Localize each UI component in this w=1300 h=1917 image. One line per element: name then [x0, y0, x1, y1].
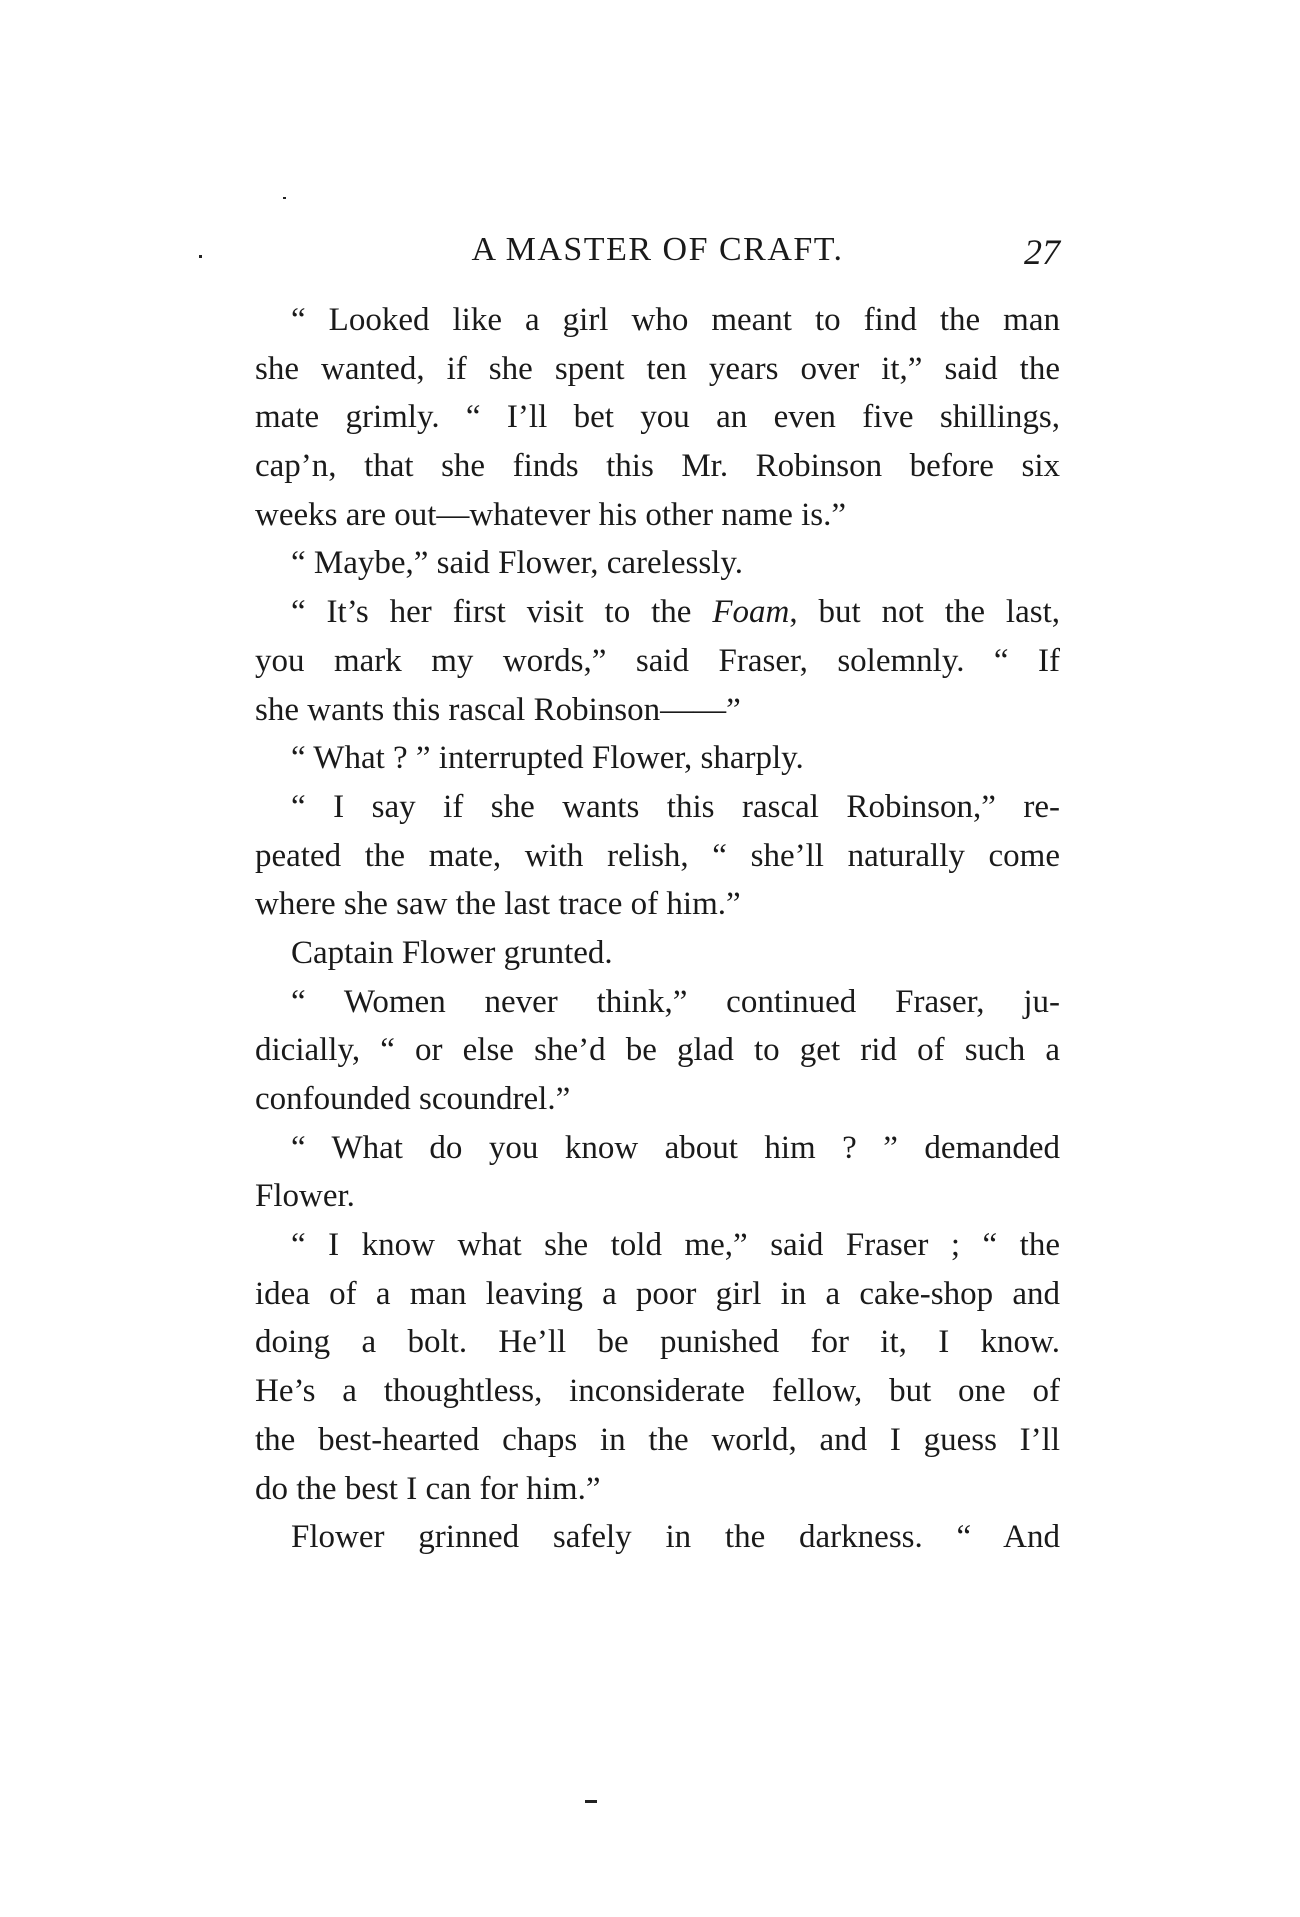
text-line: idea of a man leaving a poor girl in a cake-shop and [255, 1275, 1060, 1312]
text-line: mate grimly. “ I’ll bet you an even five shillings, [255, 399, 1060, 436]
text-line: “ I know what she told me,” said Fraser ; “ the [291, 1227, 1060, 1264]
text-line: do the best I can for him.” [255, 1470, 601, 1507]
text-line: cap’n, that she finds this Mr. Robinson before six [255, 448, 1060, 485]
text-line: “ It’s her first visit to the Foam, but not the last, [291, 594, 1060, 631]
text-line: doing a bolt. He’ll be punished for it, I know. [255, 1324, 1060, 1361]
print-speck [585, 1800, 597, 1803]
text-line: Flower. [255, 1178, 355, 1215]
text-line: dicially, “ or else she’d be glad to get rid of such a [255, 1032, 1060, 1069]
text-line: “ What do you know about him ? ” demanded [291, 1129, 1060, 1166]
running-head: A MASTER OF CRAFT. [471, 231, 844, 268]
text-line: weeks are out—whatever his other name is.” [255, 496, 847, 533]
text-line: the best-hearted chaps in the world, and I guess I’ll [255, 1421, 1060, 1458]
text-line: Flower grinned safely in the darkness. “ And [291, 1519, 1060, 1556]
text-line: you mark my words,” said Fraser, solemnly. “ If [255, 642, 1060, 679]
text-line: peated the mate, with relish, “ she’ll naturally come [255, 837, 1060, 874]
page-number: 27 [1024, 232, 1060, 272]
text-line: “ Maybe,” said Flower, carelessly. [291, 545, 743, 582]
text-line: He’s a thoughtless, inconsiderate fellow, but one of [255, 1373, 1060, 1410]
page-header [255, 231, 1060, 281]
text-line: “ I say if she wants this rascal Robinson,” re- [291, 788, 1060, 825]
print-speck [199, 255, 202, 258]
text-line: “ Looked like a girl who meant to find the man [291, 302, 1060, 338]
text-line: she wants this rascal Robinson——” [255, 691, 741, 728]
text-line: Captain Flower grunted. [291, 934, 613, 971]
text-line: she wanted, if she spent ten years over it,” said the [255, 350, 1060, 387]
text-line: “ What ? ” interrupted Flower, sharply. [291, 740, 804, 777]
text-line: “ Women never think,” continued Fraser, ju- [291, 983, 1060, 1020]
body-text [255, 296, 1060, 1562]
print-speck [283, 197, 286, 199]
text-line: where she saw the last trace of him.” [255, 886, 741, 923]
text-line: confounded scoundrel.” [255, 1081, 571, 1117]
ship-name: Foam [712, 594, 790, 631]
